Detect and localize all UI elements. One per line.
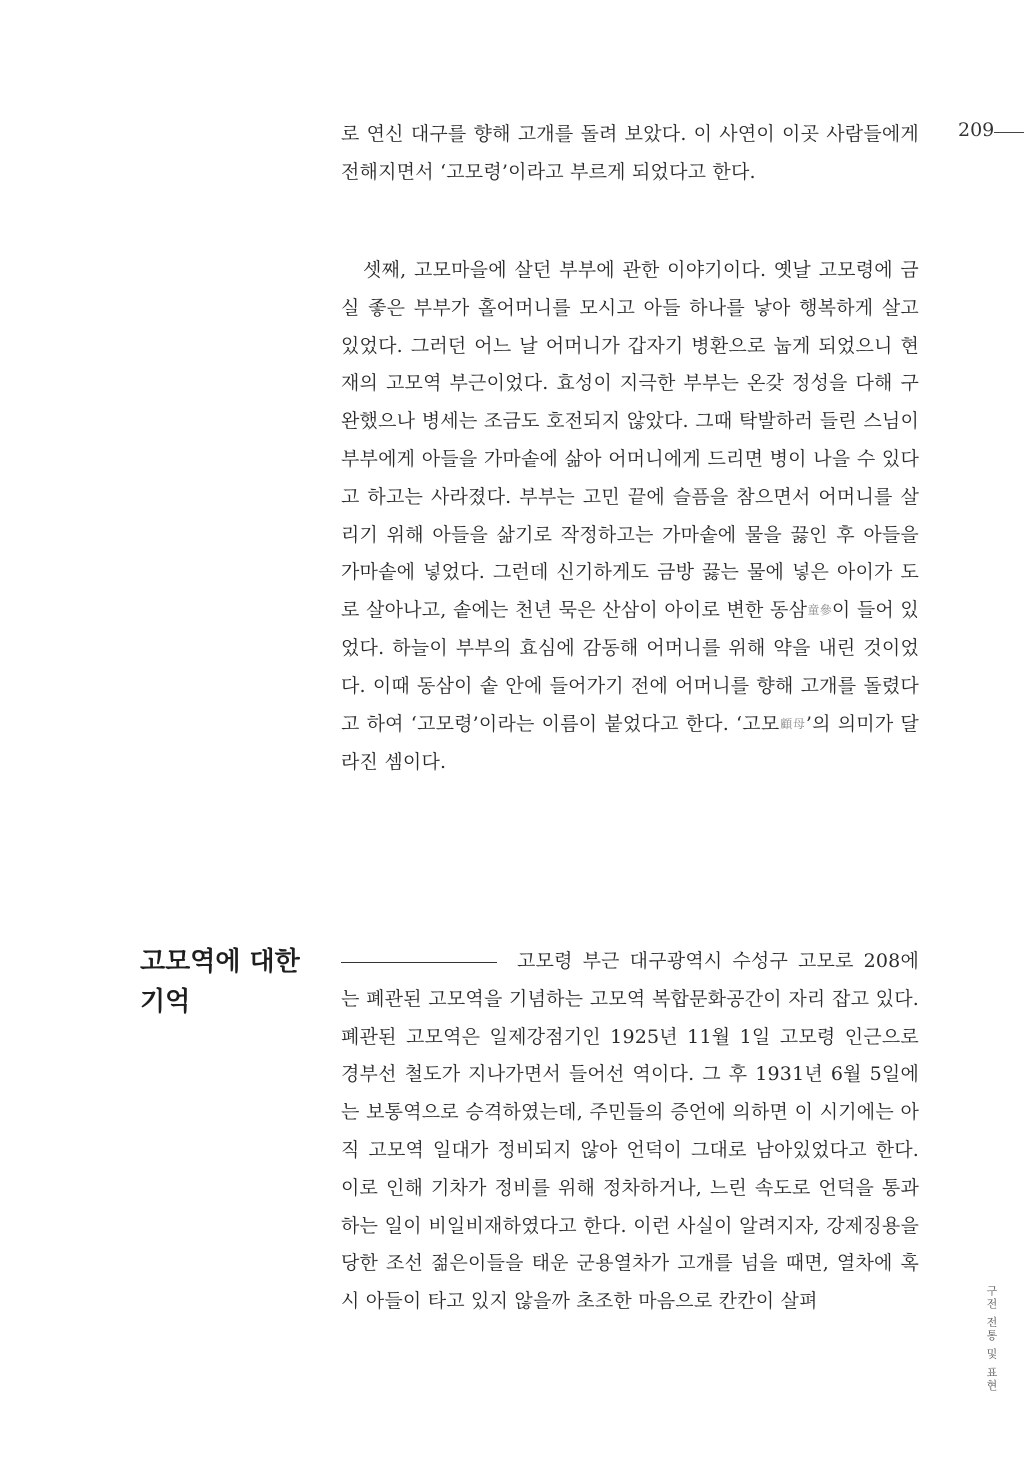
paragraph-text: ’의 의미가 달라진 셈이다. <box>341 712 919 773</box>
hanja-annotation: 顧母 <box>779 716 806 731</box>
page-number-rule <box>994 132 1024 133</box>
section-rule <box>341 962 497 963</box>
paragraph-text: 이 들어 있었다. 하늘이 부부의 효심에 감동해 어머니를 위해 약을 내린 것이었다. 이때 동삼이 솥 안에 들어가기 전에 어머니를 향해 고개를 돌렸다고 하여 ‘고모령’이라는 이름이 붙었다고 한다. ‘고모 <box>341 599 919 735</box>
section-heading: 고모역에 대한 기억 <box>140 947 300 1017</box>
running-footer: 구전 전통 및 표현 <box>985 1285 998 1393</box>
page-number: 209 <box>958 119 995 141</box>
body-paragraph-third-story <box>341 252 919 781</box>
body-paragraph-continued <box>341 116 919 192</box>
section-text: 고모령 부근 대구광역시 수성구 고모로 208에는 폐관된 고모역을 기념하는 고모역 복합문화공간이 자리 잡고 있다. 폐관된 고모역은 일제강점기인 1925년 11월 1일 고모령 인근으로 경부선 철도가 지나가면서 들어선 역이다. 그 후 1931년 6월 5일에는 보통역으로 승격하였는데, 주민들의 증언에 의하면 이 시기에는 아직 고모역 일대가 정비되지 않아 언덕이 그대로 남아있었다고 한다. 이로 인해 기차가 정비를 위해 정차하거나, 느린 속도로 언덕을 통과하는 일이 비일비재하였다고 한다. 이런 사실이 알려지자, 강제징용을 당한 조선 젊은이들을 태운 군용열차가 고개를 넘을 때면, 열차에 혹시 아들이 타고 있지 않을까 초조한 마음으로 칸칸이 살펴 <box>341 950 919 1313</box>
hanja-annotation: 童參 <box>807 603 832 618</box>
section-body <box>341 943 919 1321</box>
paragraph-text: 로 연신 대구를 향해 고개를 돌려 보았다. 이 사연이 이곳 사람들에게 전해지면서 ‘고모령’이라고 부르게 되었다고 한다. <box>341 123 919 183</box>
paragraph-text: 셋째, 고모마을에 살던 부부에 관한 이야기이다. 옛날 고모령에 금실 좋은 부부가 홀어머니를 모시고 아들 하나를 낳아 행복하게 살고 있었다. 그러던 어느 날 어머니가 갑자기 병환으로 눕게 되었으니 현재의 고모역 부근이었다. 효성이 지극한 부부는 온갖 정성을 다해 구완했으나 병세는 조금도 호전되지 않았다. 그때 탁발하러 들린 스님이 부부에게 아들을 가마솥에 삶아 어머니에게 드리면 병이 나을 수 있다고 하고는 사라졌다. 부부는 고민 끝에 슬픔을 참으면서 어머니를 살리기 위해 아들을 삶기로 작정하고는 가마솥에 물을 끓인 후 아들을 가마솥에 넣었다. 그런데 신기하게도 금방 끓는 물에 넣은 아이가 도로 살아나고, 솥에는 천년 묵은 산삼이 아이로 변한 동삼 <box>341 259 919 622</box>
